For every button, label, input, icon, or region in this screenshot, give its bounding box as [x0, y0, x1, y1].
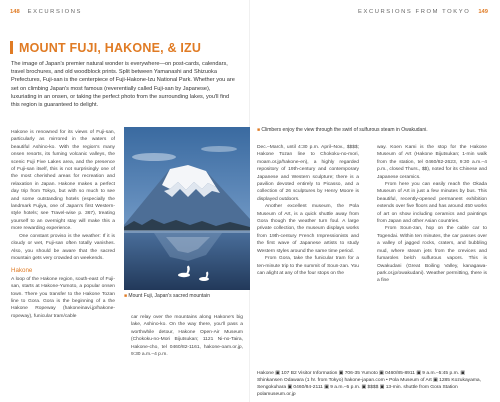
- okada-museum-paragraph: From here you can easily reach the Okada Museum of Art in just a few minutes by bus. This beautiful, recently-opened permanent exhibition extends over five floors and has around 450 works of art on show including ceramics and paintings from Japan and other Asian countries.: [377, 182, 487, 225]
- right-column-one: [257, 144, 359, 277]
- left-column-one: [11, 129, 115, 320]
- caption-bullet-icon: ■: [124, 293, 128, 299]
- right-section-title: EXCURSIONS FROM TOKYO: [358, 9, 471, 15]
- owakudani-caption-text: Climbers enjoy the view through the swirl of sulfurous steam in Owakudani.: [261, 127, 428, 133]
- hakone-intro-paragraph: Hakone is renowned for its views of Fuji-san, particularly as mirrored in the waters of beautiful Ashino-ko. With the region's many onsen resorts, its fuming volcanic valleys, the scenic Fuji Five Lakes area, and the presence of Fuji-san itself, this is not surprisingly one of the most cherished areas for recreation and relaxation in Japan. Hakone makes a perfect day trip from Tokyo, but with so much to see and some outstanding hotels (especially the landmark Fujiya, one of Japan's first Western-style hotels; see Travel-wise p. 367), treating yourself to an overnight stay will make this a more rewarding experience.: [11, 130, 115, 232]
- open-air-museum-paragraph: car relay over the mountains along Hakone's big lake, Ashino-ko. On the way there, you'll pass a worthwhile detour, Hakone Open-Air Museum (Chokoku-no-Mori Bijutsukan; 1121 Ni-no-Taira, Hakone-cho, tel 0460/82-1161, hakone-oam.or.jp, 9:30 a.m.–4 p.m.: [131, 315, 243, 358]
- right-running-header: [358, 9, 488, 15]
- title-accent-bar: [10, 41, 13, 54]
- owakudani-paragraph: From Soun-zan, hop on the cable car to Togendai. Within ten minutes, the car passes over a valley of jagged rocks, craters, and bubbling mud, where steam jets from the crevices and fumaroles belch sulfurous vapors. This is Owakudani (Great Boiling Valley, kanagawa-park.or.jp/owakudani). Weather permitting, there is a fine: [377, 226, 487, 284]
- left-section-title: EXCURSIONS: [27, 9, 83, 15]
- weather-paragraph: One constant proviso is the weather: If it is cloudy or wet, Fuji-san often totally vanishes. Also, you should be aware that the sacred mountain gets very crowded on weekends.: [11, 233, 115, 261]
- photo-caption: [124, 293, 250, 300]
- museum-details-paragraph: Dec.–March, until 4:30 p.m. April–Nov., $$$$; Hakone Tozan line to Chokoku-no-mori, moam.or.jp/hakone-en), a highly regarded repository of 19th-century and contemporary Japanese and Western sculpture; there is a pavilion devoted entirely to Picasso, and a collection of 26 sculptures by Henry Moore is displayed outdoors.: [257, 145, 359, 202]
- hakone-museum-paragraph: way. Koen Kami is the stop for the Hakone Museum of Art (Hakone Bijutsukan; 1-min walk from the station, tel 0460/82-2623, 9:30 a.m.–4 p.m., closed Thurs., $$), noted for its Chinese and Japanese ceramics.: [377, 145, 487, 180]
- chapter-title: MOUNT FUJI, HAKONE, & IZU: [19, 41, 202, 55]
- left-column-two: [131, 314, 243, 358]
- right-page-number: 149: [478, 9, 488, 15]
- mount-fuji-photo: [124, 127, 250, 290]
- photo-caption-text: Mount Fuji, Japan's sacred mountain: [128, 293, 210, 299]
- caption-bullet-icon: ■: [257, 127, 261, 133]
- funicular-paragraph: From Gora, take the funicular tram for a ten-minute trip to the summit of Soun-zan. You can alight at any of the four stops on the: [257, 256, 359, 276]
- pola-museum-paragraph: Another excellent museum, the Pola Museum of Art, is a quick shuttle away from Gora though the weather turn foul. A large private collection, the museum displays works from 19th-century French Impressionists and the first wave of Japanese artists to study Western styles around the same time period.: [257, 204, 359, 254]
- intro-paragraph: The image of Japan's premier natural wonder is everywhere—on post-cards, calendars, travel brochures, and old woodblock prints. Split between Yamanashi and Shizuoka Prefectures, Fuji-san is the centerpiece of Fuji-Hakone-Izu National Park. Whether you are set on climbing Japan's most famous (reverentially called Fuji-san by Japanese), luxuriating in an onsen, or taking the perfect photo from the surrounding lakes, you'll find this region is guaranteed to delight.: [11, 61, 235, 109]
- left-page-number: 148: [10, 9, 20, 15]
- right-column-two: [377, 144, 487, 285]
- visitor-info-box: Hakone ▣ 107 B2 Visitor Information ▣ 706-35 Yumoto ▣ 0460/85-8911 ▣ 9 a.m.–5:45 p.m. ▣ Shinkansen Odawara (1 hr. from Tokyo) hakone-japan.com • Pola Museum of Art ▣ 1285 Kozukayama, Sengokuhara ▣ 0460/84-2111 ▣ 9 a.m.–5 p.m. ▣ $$$$ ▣ 13-min. shuttle from Gora Station polamuseum.or.jp: [257, 371, 481, 397]
- left-running-header: [10, 9, 82, 15]
- hakone-subheading: Hakone: [11, 267, 33, 275]
- hakone-loop-paragraph: A loop of the Hakone region, south-east of Fuji-san, starts at Hakone-Yumoto, a popular onsen town. There you transfer to the Hakone Tozan line to Gora. Gora is the beginning of a the Hakone Ropeway (hakoneinavi.jp/hakone-ropeway), funicular tram/cable: [11, 276, 115, 319]
- owakudani-photo-caption: [257, 127, 487, 134]
